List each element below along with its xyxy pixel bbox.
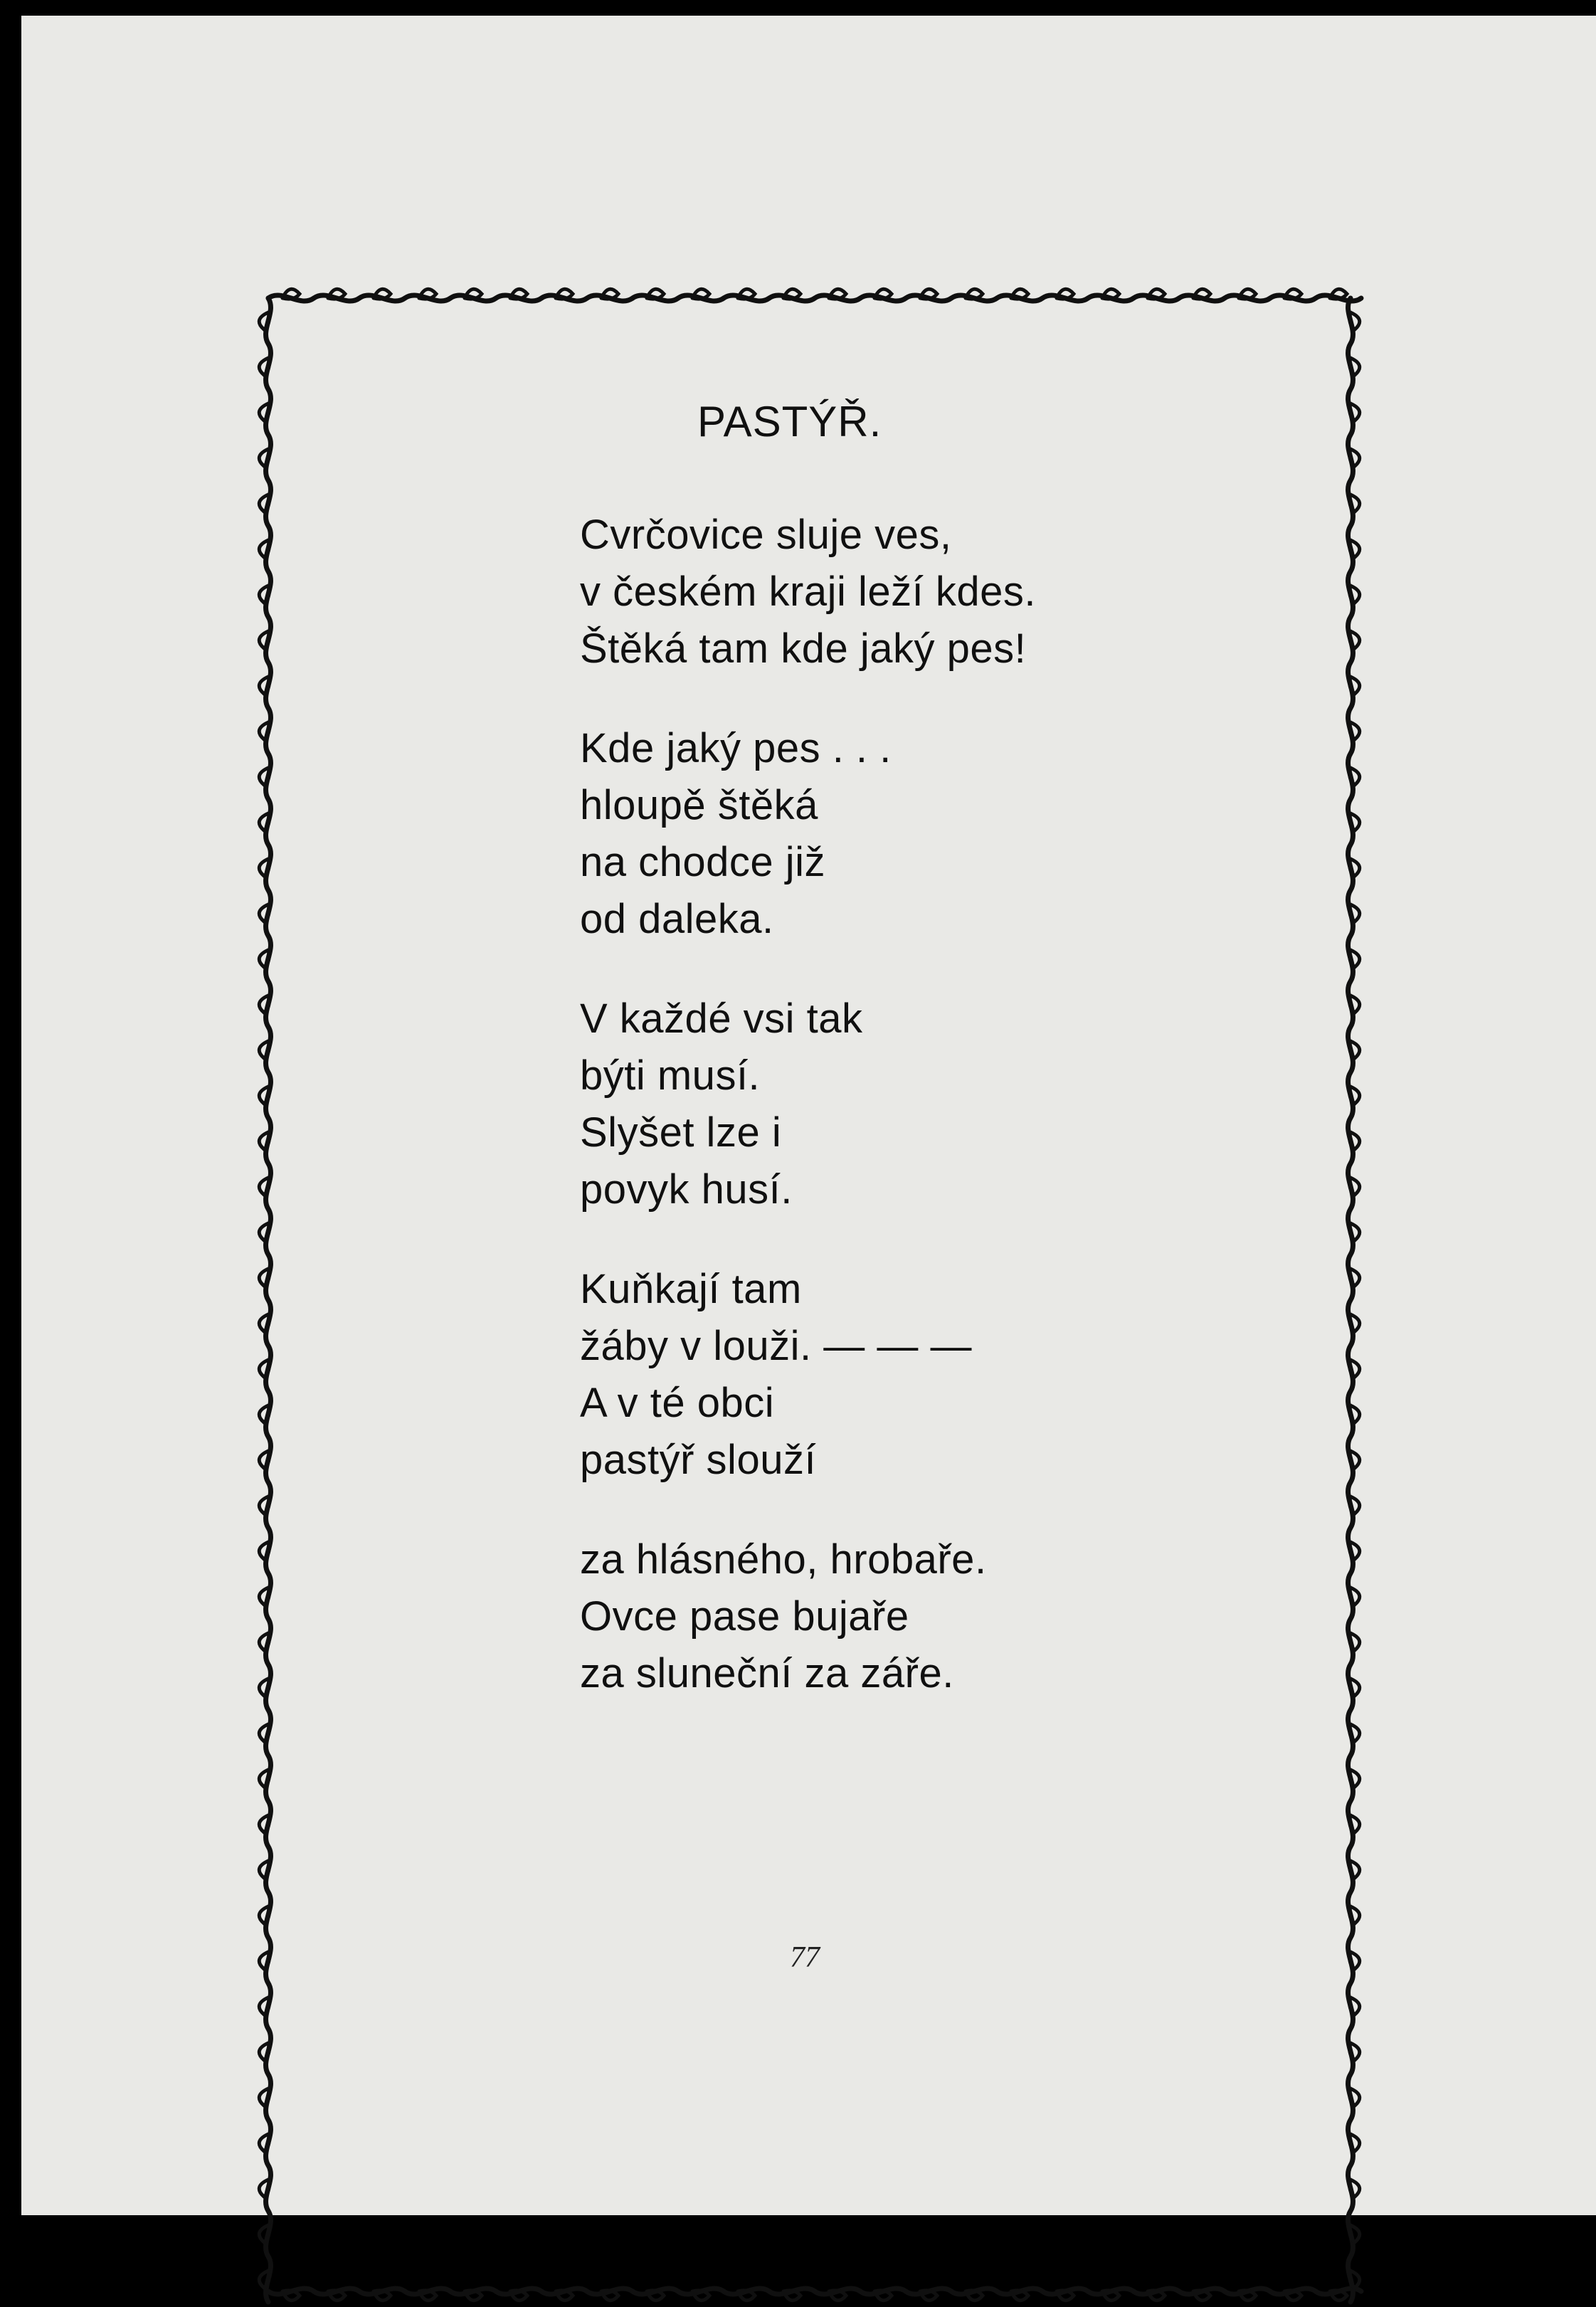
poem-line: Ovce pase bujaře (580, 1593, 909, 1640)
scan-top-edge (0, 0, 1596, 16)
poem-body (580, 507, 1291, 1745)
poem-line: Kuňkají tam (580, 1266, 802, 1312)
poem-title: PASTÝŘ. (697, 398, 882, 445)
poem-line: Kde jaký pes . . . (580, 725, 892, 771)
poem-line: Štěká tam kde jaký pes! (580, 625, 1027, 672)
poem-line: býti musí. (580, 1052, 761, 1099)
poem-line: na chodce již (580, 839, 826, 885)
poem-line: pastýř slouží (580, 1437, 817, 1483)
poem-line: za hlásného, hrobaře. (580, 1536, 987, 1583)
stanza (580, 1261, 1291, 1489)
stanza (580, 507, 1291, 677)
poem-line: Slyšet lze i (580, 1109, 782, 1156)
stanza (580, 1531, 1291, 1702)
stanza (580, 991, 1291, 1218)
poem-line: za sluneční za záře. (580, 1650, 954, 1696)
poem-line: žáby v louži. — — — (580, 1323, 972, 1369)
poem-line: v českém kraji leží kdes. (580, 569, 1037, 615)
book-page (21, 16, 1596, 2215)
poem-line: od daleka. (580, 896, 774, 942)
stanza (580, 720, 1291, 948)
poem-line: Cvrčovice sluje ves, (580, 512, 952, 558)
page-number: 77 (790, 1941, 820, 1974)
poem-line: A v té obci (580, 1380, 775, 1426)
poem-line: hloupě štěká (580, 782, 818, 828)
poem-line: povyk husí. (580, 1166, 793, 1213)
poem-line: V každé vsi tak (580, 996, 863, 1042)
scan-left-edge (0, 0, 21, 2215)
